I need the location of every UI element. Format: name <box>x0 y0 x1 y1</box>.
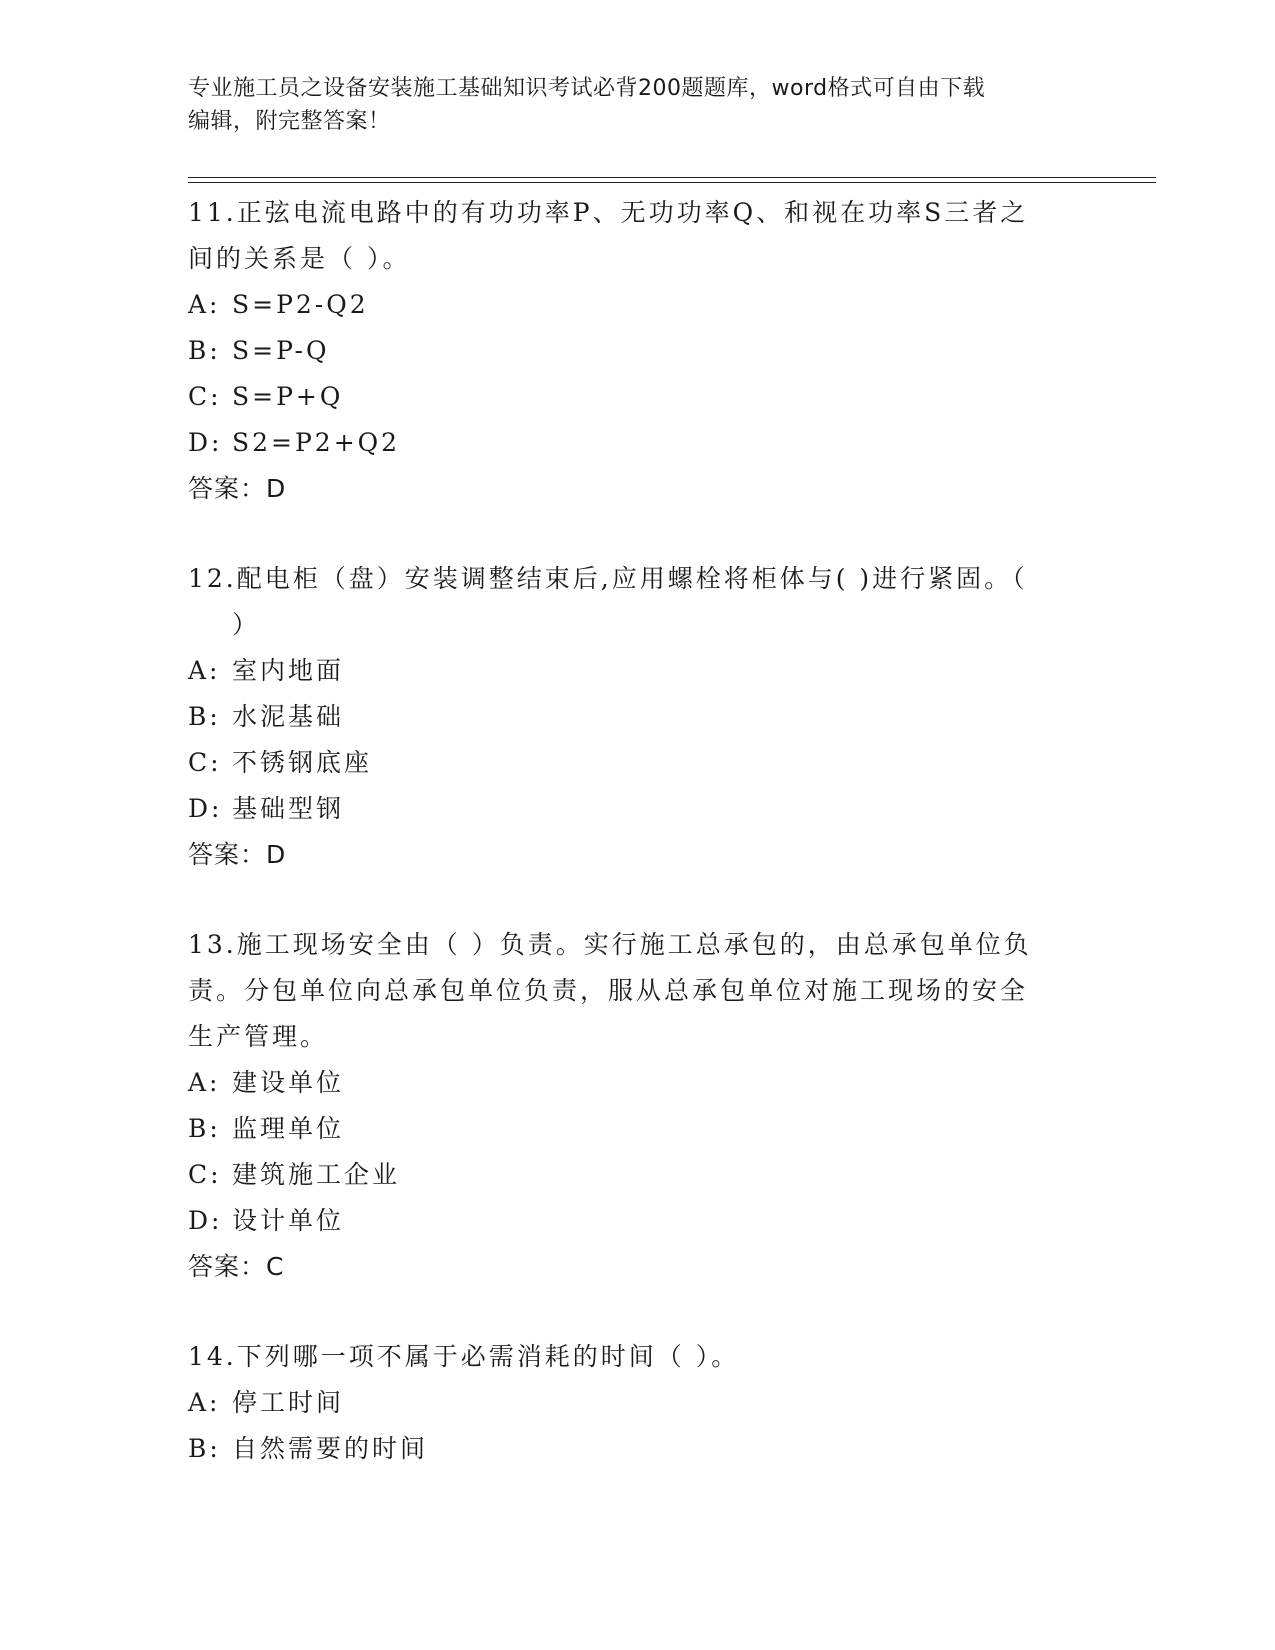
option-value: 不锈钢底座 <box>232 748 373 777</box>
question-text-line-2: ） <box>232 610 261 639</box>
option-key: B: <box>188 702 221 731</box>
option-key: C: <box>188 382 222 411</box>
option-key: A: <box>188 1068 221 1097</box>
option-value: 自然需要的时间 <box>232 1434 429 1463</box>
option-b <box>188 328 1068 374</box>
option-d <box>188 1198 1068 1244</box>
option-key: B: <box>188 1114 221 1143</box>
option-value: S=P+Q <box>232 382 344 411</box>
question-text <box>188 922 1068 1060</box>
option-d <box>188 420 1068 466</box>
option-key: B: <box>188 336 221 365</box>
question-text-line-2: 间的关系是（ ）。 <box>188 244 411 273</box>
option-value: 建筑施工企业 <box>232 1160 401 1189</box>
header-line-1: 专业施工员之设备安装施工基础知识考试必背200题题库，word格式可自由下载 <box>188 76 986 101</box>
option-a <box>188 282 1068 328</box>
option-key: D: <box>188 1206 223 1235</box>
question-text-line-3: 生产管理。 <box>188 1022 329 1051</box>
question-13 <box>188 922 1068 1290</box>
option-key: A: <box>188 656 221 685</box>
option-key: C: <box>188 1160 222 1189</box>
answer-text: 答案：C <box>188 1252 285 1281</box>
option-value: 停工时间 <box>232 1388 345 1417</box>
option-key: A: <box>188 1388 221 1417</box>
document-header <box>188 72 1068 138</box>
header-line-2: 编辑，附完整答案！ <box>188 109 391 134</box>
question-text-line-1: 11.正弦电流电路中的有功功率P、无功功率Q、和视在功率S三者之 <box>188 198 1029 227</box>
option-value: 室内地面 <box>232 656 345 685</box>
question-text <box>188 556 1068 648</box>
option-b <box>188 1106 1068 1152</box>
option-key: D: <box>188 428 223 457</box>
option-value: 设计单位 <box>232 1206 345 1235</box>
header-divider-bottom <box>188 182 1156 183</box>
question-text-line-1: 14.下列哪一项不属于必需消耗的时间（ ）。 <box>188 1342 740 1371</box>
question-list <box>188 190 1068 1516</box>
option-a <box>188 1060 1068 1106</box>
question-text-line-1: 12.配电柜（盘）安装调整结束后,应用螺栓将柜体与( )进行紧固。（ <box>188 564 1028 593</box>
answer-text: 答案：D <box>188 474 287 503</box>
option-a <box>188 648 1068 694</box>
option-value: S=P-Q <box>232 336 330 365</box>
option-key: A: <box>188 290 221 319</box>
header-divider-top <box>188 177 1156 178</box>
option-value: 建设单位 <box>232 1068 345 1097</box>
option-key: C: <box>188 748 222 777</box>
option-key: B: <box>188 1434 221 1463</box>
option-b <box>188 694 1068 740</box>
option-a <box>188 1380 1068 1426</box>
option-d <box>188 786 1068 832</box>
question-text <box>188 190 1068 282</box>
question-text-line-1: 13.施工现场安全由（ ）负责。实行施工总承包的，由总承包单位负 <box>188 930 1032 959</box>
option-value: S=P2-Q2 <box>232 290 369 319</box>
option-value: 基础型钢 <box>232 794 345 823</box>
question-text-line-2: 责。分包单位向总承包单位负责，服从总承包单位对施工现场的安全 <box>188 976 1029 1005</box>
answer-text: 答案：D <box>188 840 287 869</box>
question-14 <box>188 1334 1068 1472</box>
option-c <box>188 374 1068 420</box>
option-c <box>188 740 1068 786</box>
option-b <box>188 1426 1068 1472</box>
question-text <box>188 1334 1068 1380</box>
option-value: 水泥基础 <box>232 702 345 731</box>
option-key: D: <box>188 794 223 823</box>
option-value: S2=P2+Q2 <box>232 428 401 457</box>
option-c <box>188 1152 1068 1198</box>
question-12 <box>188 556 1068 878</box>
option-value: 监理单位 <box>232 1114 345 1143</box>
question-11 <box>188 190 1068 512</box>
